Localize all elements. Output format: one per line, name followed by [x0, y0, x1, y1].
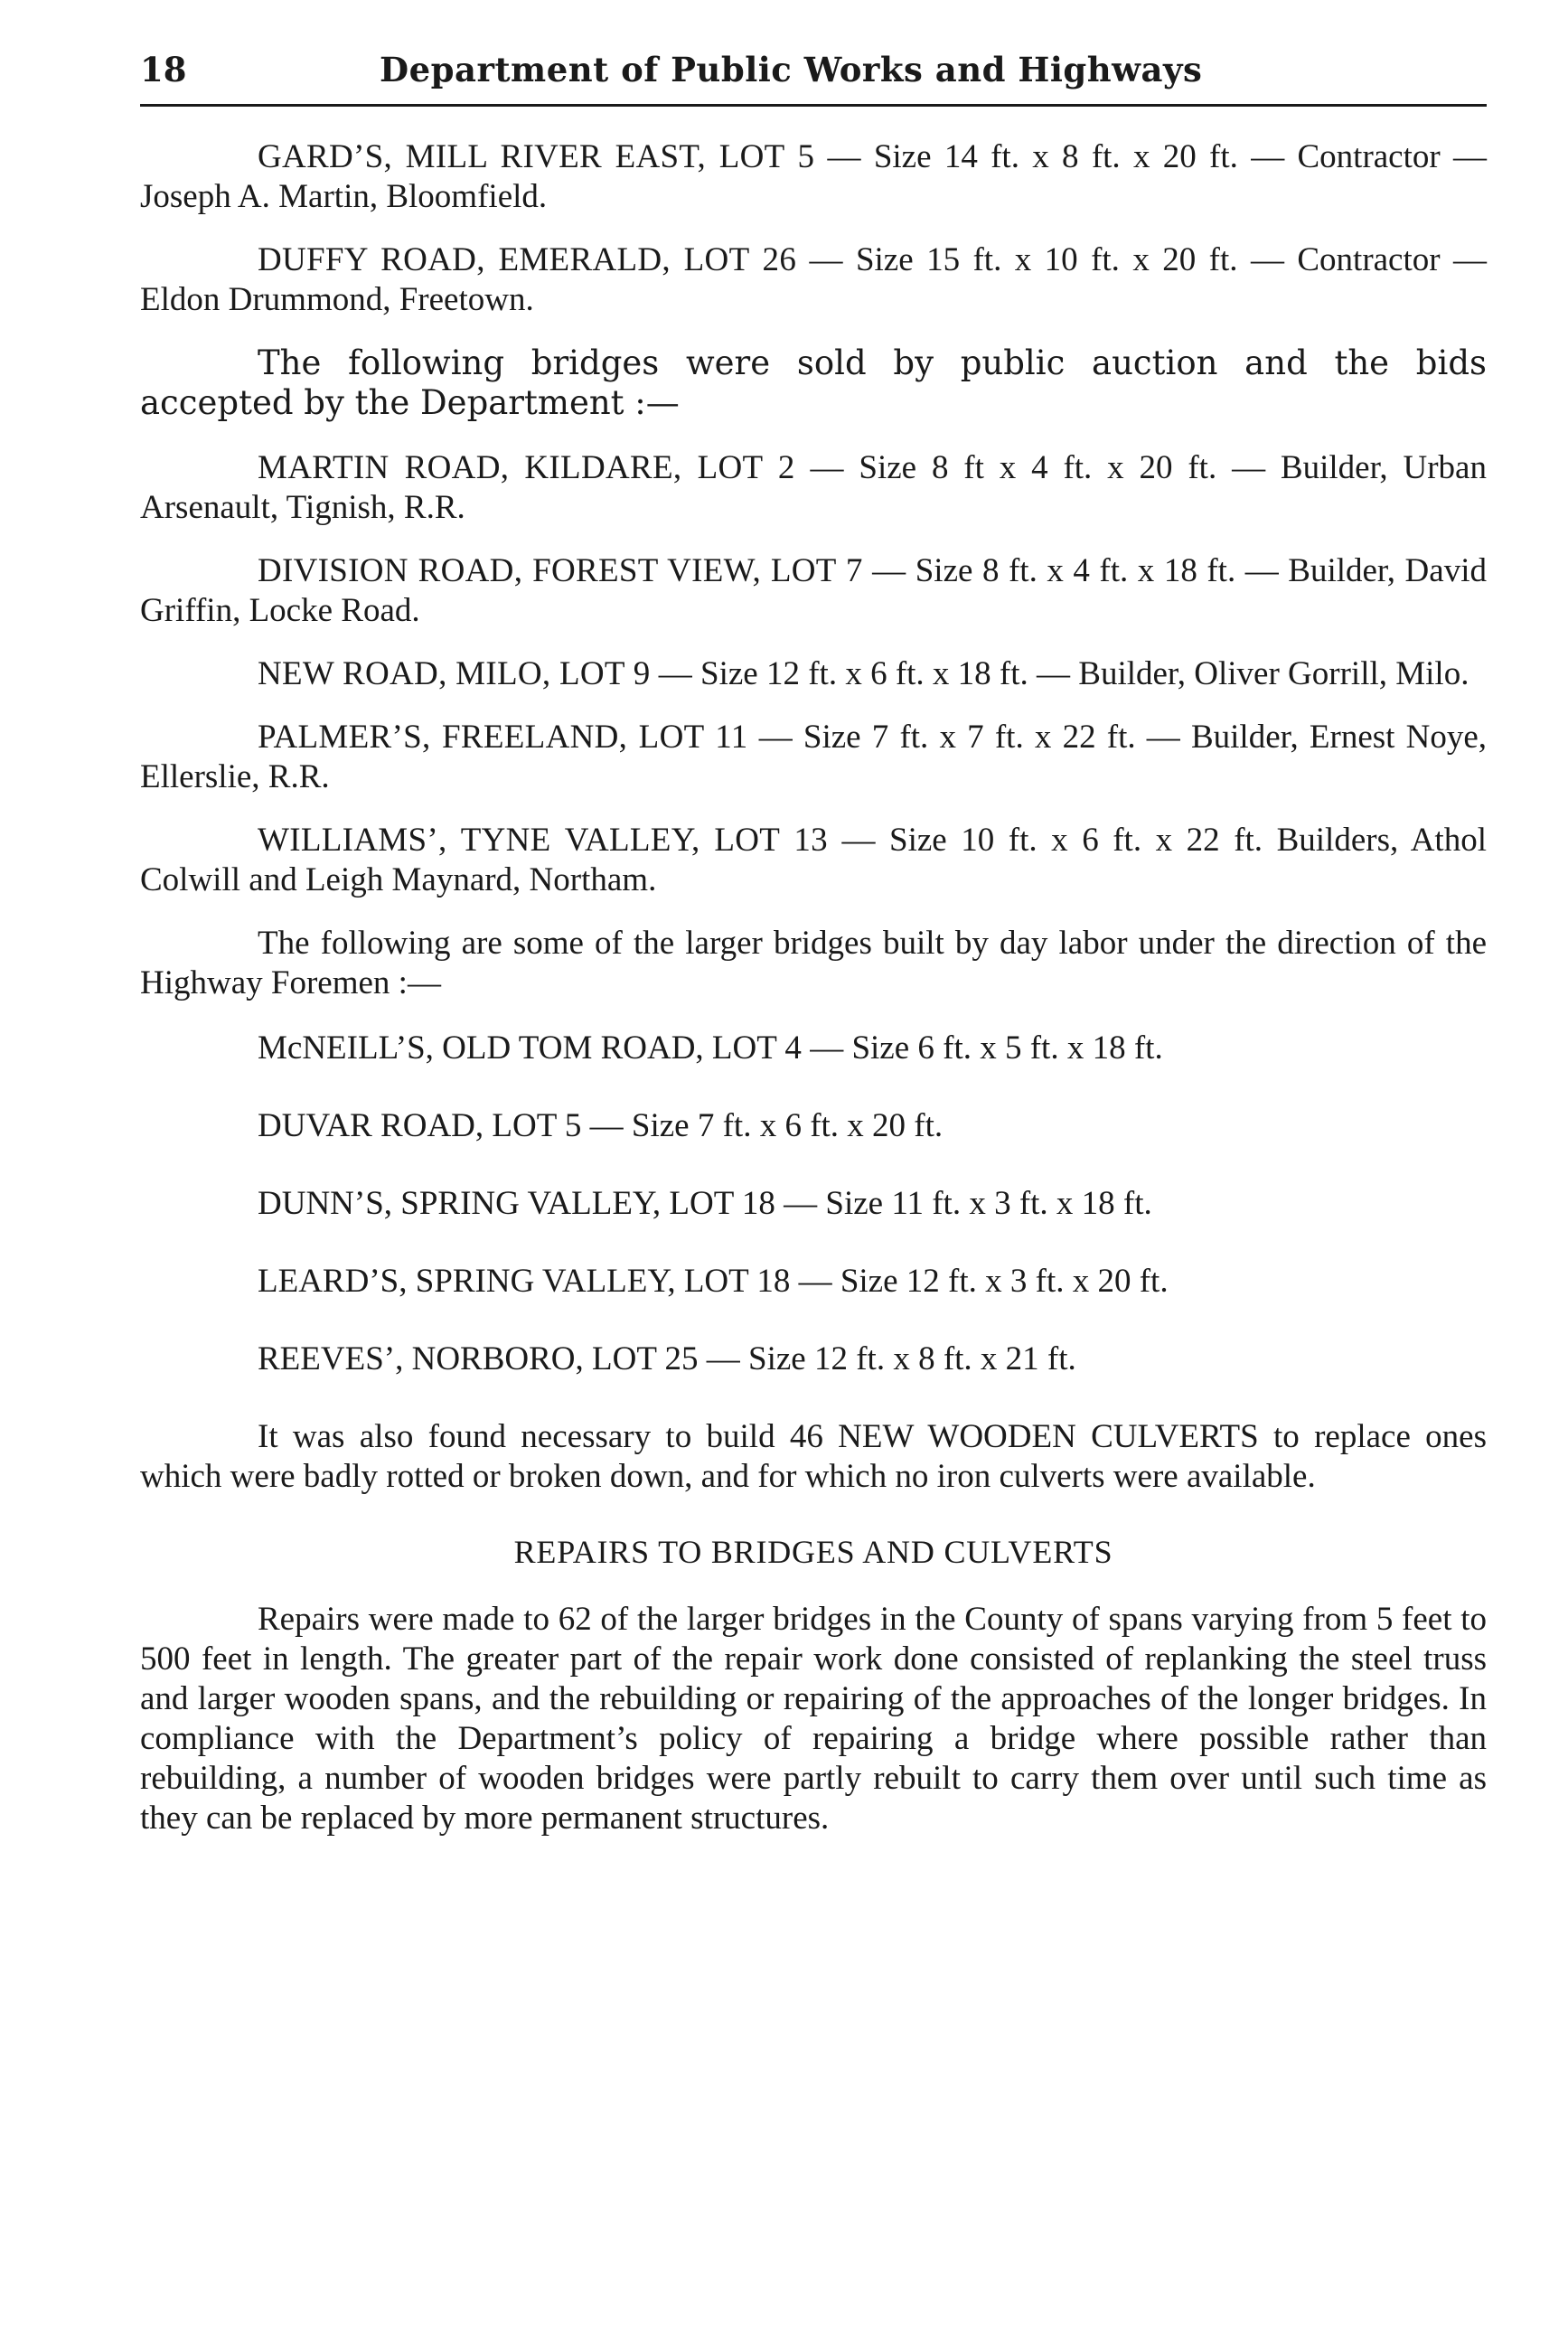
bridge-detail: — Size 8 ft x 4 ft. x 20 ft. — Builder, Urban Arsenault, Tignish, R.R. — [140, 449, 1487, 526]
bridge-detail: — Size 15 ft. x 10 ft. x 20 ft. — Contractor — Eldon Drummond, Freetown. — [140, 241, 1487, 318]
culverts-paragraph: It was also found necessary to build 46 NEW WOODEN CULVERTS to replace ones which were badly rotted or broken down, and for which no iron culverts were available. — [140, 1418, 1487, 1495]
bridge-detail: — Size 7 ft. x 6 ft. x 20 ft. — [581, 1107, 944, 1144]
page-number: 18 — [140, 50, 187, 89]
bridge-entry — [140, 1340, 1487, 1379]
bridge-entry — [140, 240, 1487, 320]
bridge-entry — [140, 137, 1487, 217]
bridge-name: DUNN’S, SPRING VALLEY, LOT 18 — [258, 1185, 775, 1222]
bridge-name: REEVES’, NORBORO, LOT 25 — [258, 1340, 699, 1377]
bridge-detail: — Size 7 ft. x 7 ft. x 22 ft. — Builder, Ernest Noye, Ellerslie, R.R. — [140, 719, 1488, 795]
bridge-entry — [140, 654, 1487, 694]
bridge-name: LEARD’S, SPRING VALLEY, LOT 18 — [258, 1263, 791, 1300]
bridge-detail: — Size 8 ft. x 4 ft. x 18 ft. — Builder, David Griffin, Locke Road. — [140, 552, 1487, 629]
bridge-detail: — Size 12 ft. x 6 ft. x 18 ft. — Builder, Oliver Gorrill, Milo. — [650, 655, 1469, 692]
bridge-name: MARTIN ROAD, KILDARE, LOT 2 — [258, 449, 795, 486]
repairs-paragraph: Repairs were made to 62 of the larger bridges in the County of spans varying from 5 feet to 500 feet in length. The greater part of the repair work done consisted of replanking the steel truss and larger wooden spans, and the rebuilding or repairing of the approaches of the longer bridges. In compliance with the Department’s policy of repairing a bridge where possible rather than rebuilding, a number of wooden bridges were partly rebuilt to carry them over until such time as they can be replaced by more permanent structures. — [140, 1601, 1487, 1837]
bridge-name: WILLIAMS’, TYNE VALLEY, LOT 13 — [258, 822, 828, 859]
bridge-entry — [140, 1262, 1487, 1302]
bridge-name: NEW ROAD, MILO, LOT 9 — [258, 655, 651, 692]
bridge-name: McNEILL’S, OLD TOM ROAD, LOT 4 — [258, 1029, 802, 1067]
day-labor-intro: The following are some of the larger bridges built by day labor under the direction of the Highway Foremen :— — [140, 925, 1487, 1001]
bridge-detail: — Size 6 ft. x 5 ft. x 18 ft. — [801, 1029, 1163, 1067]
bridge-detail: — Size 12 ft. x 8 ft. x 21 ft. — [698, 1340, 1076, 1377]
bridge-entry — [140, 1029, 1487, 1068]
bridge-entry — [140, 1184, 1487, 1224]
bridge-name: DUVAR ROAD, LOT 5 — [258, 1107, 582, 1144]
bridge-entry — [140, 1106, 1487, 1146]
bridge-name: GARD’S, MILL RIVER EAST, LOT 5 — [258, 138, 815, 175]
section-heading: REPAIRS TO BRIDGES AND CULVERTS — [513, 1534, 1113, 1570]
bridge-entry — [140, 821, 1487, 900]
bridge-name: DIVISION ROAD, FOREST VIEW, LOT 7 — [258, 552, 863, 589]
bridge-name: PALMER’S, FREELAND, LOT 11 — [258, 719, 748, 756]
bridge-entry — [140, 718, 1487, 797]
bridge-detail: — Size 10 ft. x 6 ft. x 22 ft. Builders, Athol Colwill and Leigh Maynard, Northam. — [140, 822, 1487, 898]
running-title: Department of Public Works and Highways — [380, 50, 1203, 89]
bridge-detail: — Size 11 ft. x 3 ft. x 18 ft. — [775, 1185, 1152, 1222]
header-rule — [140, 104, 1487, 107]
bridge-entry — [140, 551, 1487, 631]
bridge-entry — [140, 448, 1487, 528]
bridge-detail: — Size 12 ft. x 3 ft. x 20 ft. — [790, 1263, 1169, 1300]
auction-intro: The following bridges were sold by public auction and the bids accepted by the Department :— — [140, 343, 1487, 422]
bridge-detail: — Size 14 ft. x 8 ft. x 20 ft. — Contractor — Joseph A. Martin, Bloomfield. — [140, 138, 1488, 215]
document-page — [140, 50, 1487, 1864]
page-header — [140, 50, 1487, 97]
bridge-name: DUFFY ROAD, EMERALD, LOT 26 — [258, 241, 797, 278]
